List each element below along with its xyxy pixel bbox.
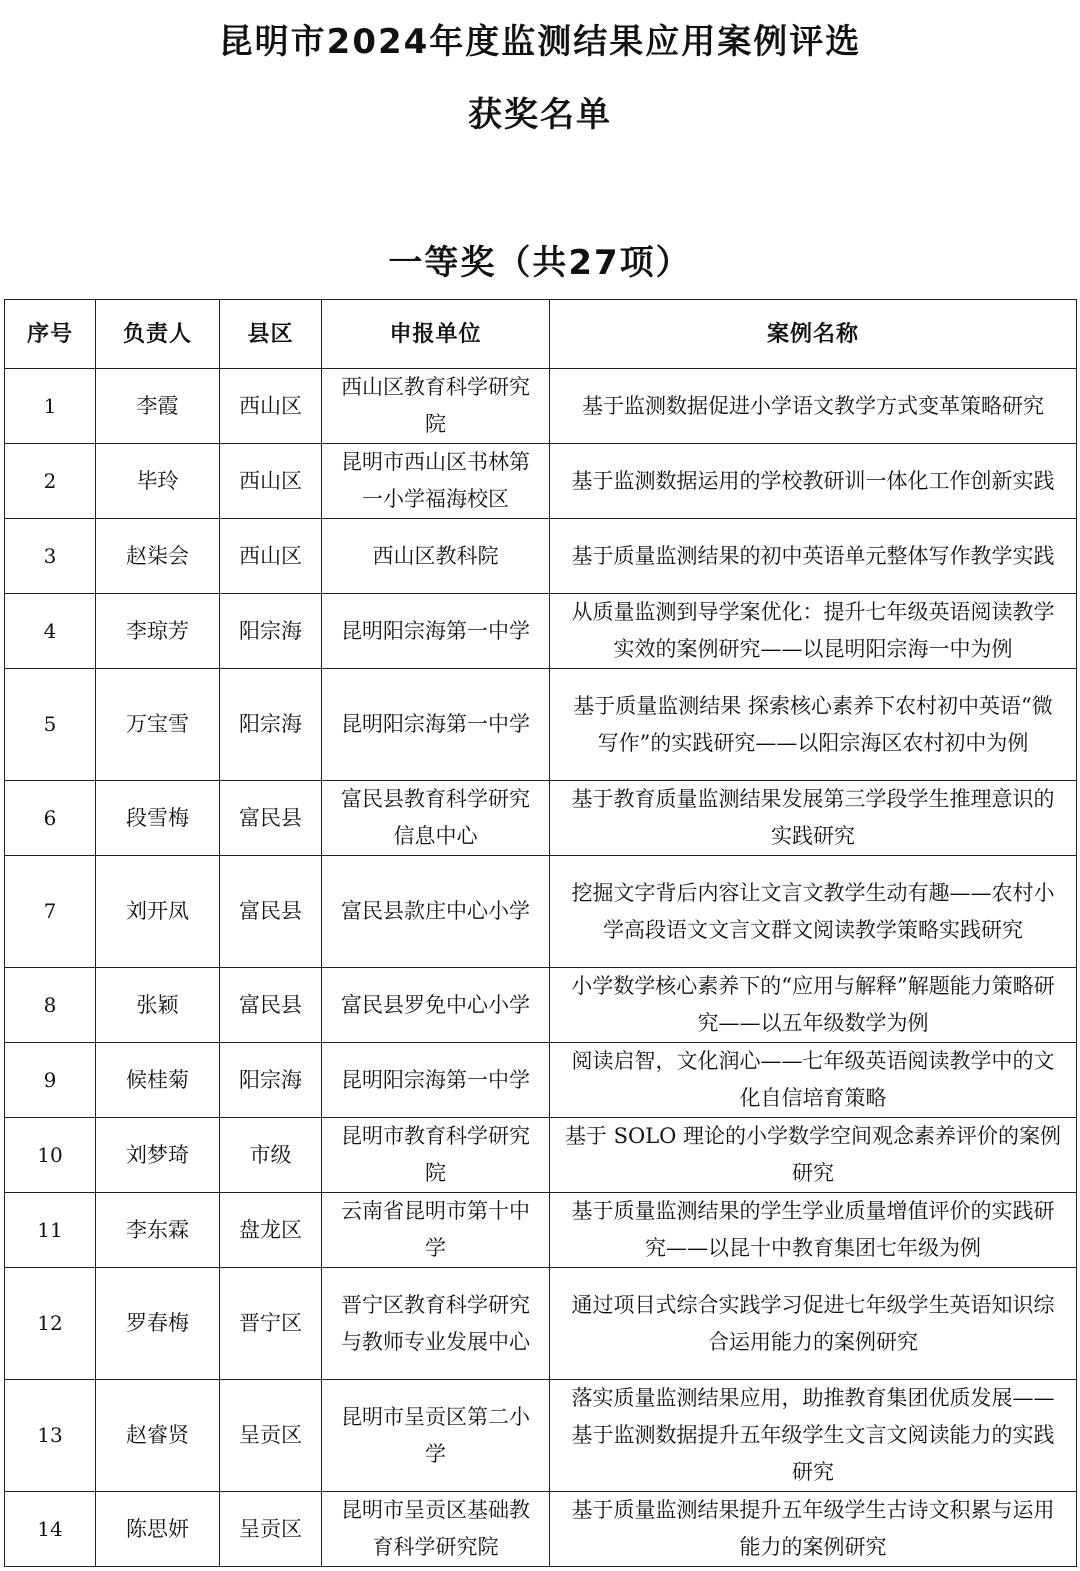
cell-case: 基于质量监测结果提升五年级学生古诗文积累与运用能力的案例研究 bbox=[550, 1492, 1077, 1567]
header-no: 序号 bbox=[5, 300, 96, 369]
cell-person: 段雪梅 bbox=[96, 781, 220, 856]
cell-county: 西山区 bbox=[220, 519, 322, 594]
cell-unit: 富民县款庄中心小学 bbox=[322, 856, 550, 968]
cell-unit: 昆明市西山区书林第一小学福海校区 bbox=[322, 444, 550, 519]
cell-unit: 昆明市教育科学研究院 bbox=[322, 1118, 550, 1193]
cell-unit: 云南省昆明市第十中学 bbox=[322, 1193, 550, 1268]
cell-county: 晋宁区 bbox=[220, 1268, 322, 1380]
cell-unit: 昆明市呈贡区第二小学 bbox=[322, 1380, 550, 1492]
cell-person: 万宝雪 bbox=[96, 669, 220, 781]
cell-person: 李霞 bbox=[96, 369, 220, 444]
cell-no: 9 bbox=[5, 1043, 96, 1118]
cell-person: 赵柒会 bbox=[96, 519, 220, 594]
section-title-first-prize: 一等奖（共27项） bbox=[388, 243, 692, 283]
table-row bbox=[5, 1043, 1077, 1118]
cell-case: 基于监测数据运用的学校教研训一体化工作创新实践 bbox=[550, 444, 1077, 519]
cell-no: 14 bbox=[5, 1492, 96, 1567]
cell-no: 13 bbox=[5, 1380, 96, 1492]
cell-unit: 富民县罗免中心小学 bbox=[322, 968, 550, 1043]
cell-unit: 昆明阳宗海第一中学 bbox=[322, 1043, 550, 1118]
cell-person: 李琼芳 bbox=[96, 594, 220, 669]
cell-no: 12 bbox=[5, 1268, 96, 1380]
cell-person: 张颖 bbox=[96, 968, 220, 1043]
cell-no: 4 bbox=[5, 594, 96, 669]
cell-case: 基于质量监测结果的学生学业质量增值评价的实践研究——以昆十中教育集团七年级为例 bbox=[550, 1193, 1077, 1268]
cell-county: 阳宗海 bbox=[220, 1043, 322, 1118]
cell-no: 11 bbox=[5, 1193, 96, 1268]
cell-no: 7 bbox=[5, 856, 96, 968]
cell-county: 阳宗海 bbox=[220, 594, 322, 669]
cell-no: 6 bbox=[5, 781, 96, 856]
cell-county: 盘龙区 bbox=[220, 1193, 322, 1268]
cell-no: 10 bbox=[5, 1118, 96, 1193]
table-row bbox=[5, 1492, 1077, 1567]
cell-county: 呈贡区 bbox=[220, 1380, 322, 1492]
cell-person: 刘开凤 bbox=[96, 856, 220, 968]
cell-county: 富民县 bbox=[220, 968, 322, 1043]
cell-person: 赵睿贤 bbox=[96, 1380, 220, 1492]
header-case: 案例名称 bbox=[550, 300, 1077, 369]
cell-county: 市级 bbox=[220, 1118, 322, 1193]
cell-no: 5 bbox=[5, 669, 96, 781]
table-row bbox=[5, 1380, 1077, 1492]
table-header-row bbox=[5, 300, 1077, 369]
cell-case: 基于监测数据促进小学语文教学方式变革策略研究 bbox=[550, 369, 1077, 444]
cell-person: 毕玲 bbox=[96, 444, 220, 519]
cell-person: 陈思妍 bbox=[96, 1492, 220, 1567]
cell-case: 阅读启智，文化润心——七年级英语阅读教学中的文化自信培育策略 bbox=[550, 1043, 1077, 1118]
cell-county: 呈贡区 bbox=[220, 1492, 322, 1567]
cell-county: 西山区 bbox=[220, 369, 322, 444]
table-row bbox=[5, 1268, 1077, 1380]
cell-no: 2 bbox=[5, 444, 96, 519]
cell-case: 通过项目式综合实践学习促进七年级学生英语知识综合运用能力的案例研究 bbox=[550, 1268, 1077, 1380]
document-title: 昆明市2024年度监测结果应用案例评选 bbox=[218, 22, 862, 62]
award-table bbox=[4, 299, 1077, 1567]
table-row bbox=[5, 968, 1077, 1043]
header-county: 县区 bbox=[220, 300, 322, 369]
table-row bbox=[5, 856, 1077, 968]
cell-person: 候桂菊 bbox=[96, 1043, 220, 1118]
cell-case: 从质量监测到导学案优化：提升七年级英语阅读教学实效的案例研究——以昆明阳宗海一中为例 bbox=[550, 594, 1077, 669]
cell-case: 挖掘文字背后内容让文言文教学生动有趣——农村小学高段语文文言文群文阅读教学策略实践研究 bbox=[550, 856, 1077, 968]
table-row bbox=[5, 1193, 1077, 1268]
cell-unit: 昆明市呈贡区基础教育科学研究院 bbox=[322, 1492, 550, 1567]
cell-unit: 西山区教科院 bbox=[322, 519, 550, 594]
cell-no: 3 bbox=[5, 519, 96, 594]
cell-case: 基于质量监测结果 探索核心素养下农村初中英语“微写作”的实践研究——以阳宗海区农村初中为例 bbox=[550, 669, 1077, 781]
cell-county: 西山区 bbox=[220, 444, 322, 519]
cell-no: 8 bbox=[5, 968, 96, 1043]
cell-case: 基于质量监测结果的初中英语单元整体写作教学实践 bbox=[550, 519, 1077, 594]
cell-county: 阳宗海 bbox=[220, 669, 322, 781]
cell-person: 李东霖 bbox=[96, 1193, 220, 1268]
cell-no: 1 bbox=[5, 369, 96, 444]
cell-person: 刘梦琦 bbox=[96, 1118, 220, 1193]
table-row bbox=[5, 1118, 1077, 1193]
cell-unit: 西山区教育科学研究院 bbox=[322, 369, 550, 444]
cell-case: 小学数学核心素养下的“应用与解释”解题能力策略研究——以五年级数学为例 bbox=[550, 968, 1077, 1043]
table-row bbox=[5, 519, 1077, 594]
header-person: 负责人 bbox=[96, 300, 220, 369]
table-row bbox=[5, 781, 1077, 856]
document-subtitle: 获奖名单 bbox=[468, 95, 612, 135]
cell-unit: 昆明阳宗海第一中学 bbox=[322, 594, 550, 669]
table-row bbox=[5, 669, 1077, 781]
cell-county: 富民县 bbox=[220, 781, 322, 856]
cell-case: 落实质量监测结果应用，助推教育集团优质发展——基于监测数据提升五年级学生文言文阅读能力的实践研究 bbox=[550, 1380, 1077, 1492]
table-row bbox=[5, 369, 1077, 444]
table-row bbox=[5, 594, 1077, 669]
cell-unit: 昆明阳宗海第一中学 bbox=[322, 669, 550, 781]
cell-case: 基于教育质量监测结果发展第三学段学生推理意识的实践研究 bbox=[550, 781, 1077, 856]
cell-unit: 晋宁区教育科学研究与教师专业发展中心 bbox=[322, 1268, 550, 1380]
header-unit: 申报单位 bbox=[322, 300, 550, 369]
cell-person: 罗春梅 bbox=[96, 1268, 220, 1380]
cell-county: 富民县 bbox=[220, 856, 322, 968]
cell-case: 基于 SOLO 理论的小学数学空间观念素养评价的案例研究 bbox=[550, 1118, 1077, 1193]
cell-unit: 富民县教育科学研究信息中心 bbox=[322, 781, 550, 856]
table-row bbox=[5, 444, 1077, 519]
